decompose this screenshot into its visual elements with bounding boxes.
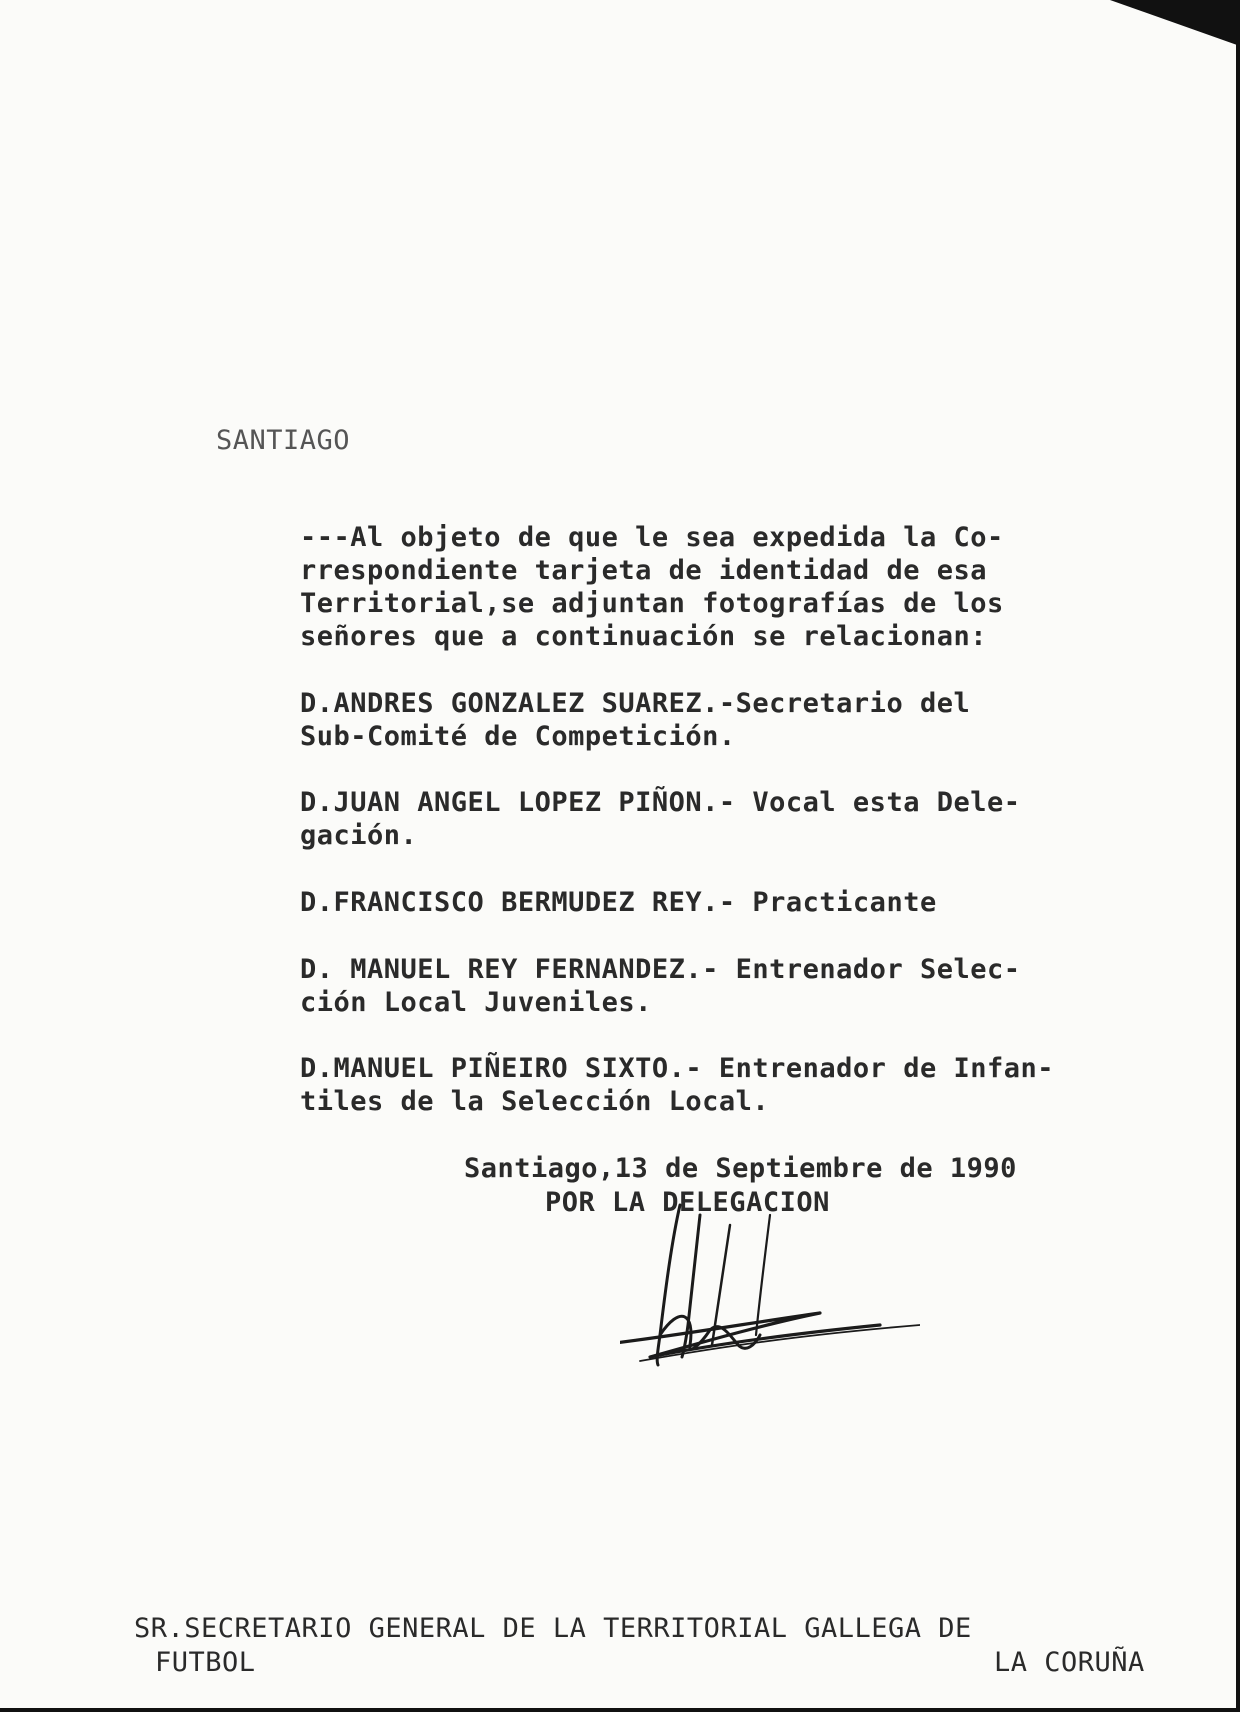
sign-off: POR LA DELEGACION xyxy=(545,1187,830,1218)
addressee: SANTIAGO xyxy=(216,425,351,456)
entry-2-line-1: D.JUAN ANGEL LOPEZ PIÑON.- Vocal esta Dele- xyxy=(300,787,1021,818)
intro-line-3: Territorial,se adjuntan fotografías de los xyxy=(300,588,1004,619)
footer-recipient-line-2: FUTBOL xyxy=(155,1647,256,1678)
entry-5-line-2: tiles de la Selección Local. xyxy=(300,1086,770,1117)
intro-line-1: ---Al objeto de que le sea expedida la Co- xyxy=(300,522,1004,553)
entry-1-line-1: D.ANDRES GONZALEZ SUAREZ.-Secretario del xyxy=(300,688,971,719)
intro-line-2: rrespondiente tarjeta de identidad de esa xyxy=(300,555,987,586)
entry-1-line-2: Sub-Comité de Competición. xyxy=(300,721,736,752)
scan-corner-shadow xyxy=(1110,0,1240,46)
entry-2-line-2: gación. xyxy=(300,820,418,851)
entry-5-line-1: D.MANUEL PIÑEIRO SIXTO.- Entrenador de Infan- xyxy=(300,1053,1054,1084)
entry-4-line-2: ción Local Juveniles. xyxy=(300,987,652,1018)
footer-recipient-line-1: SR.SECRETARIO GENERAL DE LA TERRITORIAL GALLEGA DE xyxy=(134,1613,972,1644)
footer-city: LA CORUÑA xyxy=(994,1647,1145,1678)
intro-line-4: señores que a continuación se relacionan: xyxy=(300,621,987,652)
entry-4-line-1: D. MANUEL REY FERNANDEZ.- Entrenador Selec- xyxy=(300,954,1021,985)
entry-3-line-1: D.FRANCISCO BERMUDEZ REY.- Practicante xyxy=(300,887,937,918)
date-line: Santiago,13 de Septiembre de 1990 xyxy=(464,1153,1017,1184)
handwritten-signature xyxy=(620,1195,920,1385)
